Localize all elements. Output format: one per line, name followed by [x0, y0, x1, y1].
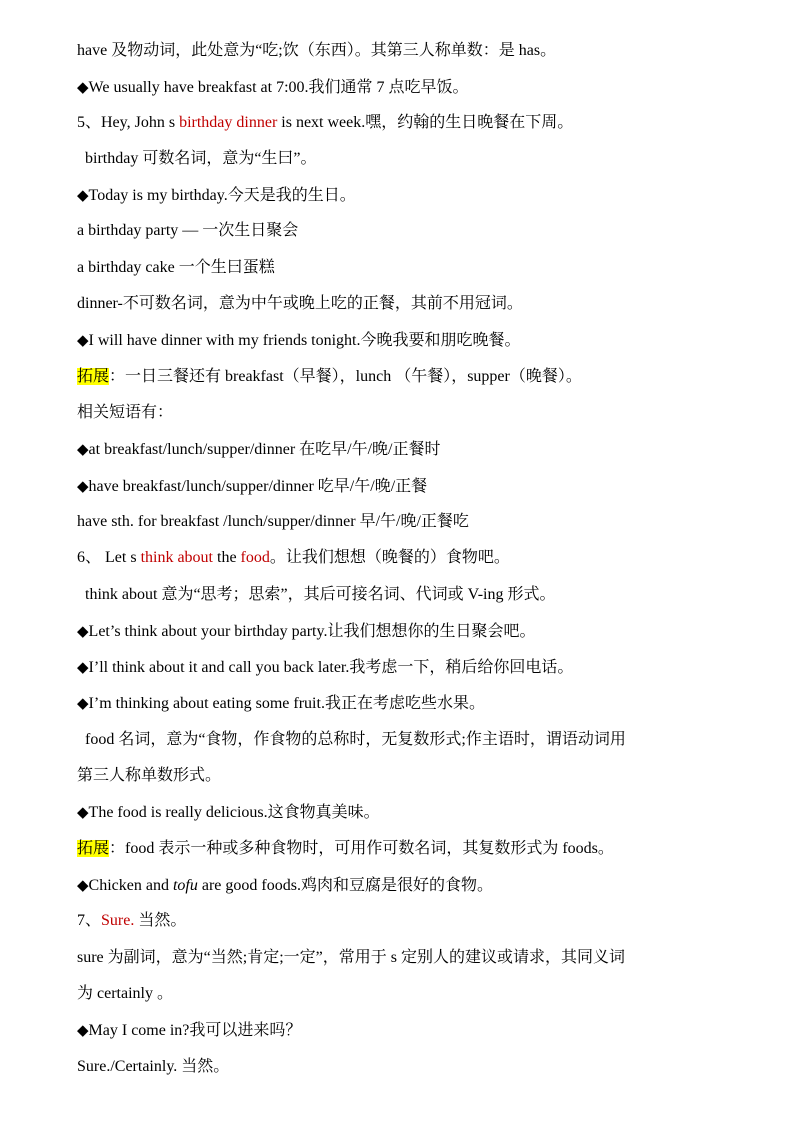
item-heading: 5、Hey, John s birthday dinner is next week.嘿，约翰的生日晚餐在下周。 [77, 114, 574, 131]
highlight-label: 拓展 [77, 368, 110, 385]
extension-note: 拓展：一日三餐还有 breakfast（早餐），lunch （午餐），supper（晚餐）。 [77, 368, 582, 385]
text-line: a birthday cake 一个生曰蛋糕 [77, 259, 275, 276]
keyword: food [240, 549, 270, 566]
text-line: have sth. for breakfast /lunch/supper/dinner 早/午/晚/正餐吃 [77, 513, 469, 530]
example-sentence: ◆I’ll think about it and call you back later.我考虑一下，稍后给你回电话。 [77, 658, 574, 676]
text-line: think about 意为“思考；思索”，其后可接名词、代词或 V-ing 形式。 [85, 586, 556, 603]
keyword: birthday dinner [179, 114, 278, 131]
text-line: Sure./Certainly. 当然。 [77, 1058, 230, 1075]
highlight-label: 拓展 [77, 840, 110, 857]
text-line: 相关短语有： [77, 404, 174, 421]
item-heading: 7、Sure. 当然。 [77, 912, 187, 929]
text-line: dinner-不可数名词，意为中午或晚上吃的正餐，其前不用冠词。 [77, 295, 523, 312]
example-sentence: ◆Today is my birthday.今天是我的生日。 [77, 186, 356, 204]
text-line: sure 为副词，意为“当然;肯定;一定”，常用于 s 定别人的建议或请求，其同义词 [77, 949, 625, 966]
example-sentence: ◆We usually have breakfast at 7:00.我们通常 7 点吃早饭。 [77, 78, 469, 96]
diamond-bullet-icon: ◆ [77, 694, 89, 712]
keyword: think about [140, 549, 213, 566]
example-sentence: ◆May I come in?我可以进来吗？ [77, 1021, 302, 1039]
example-sentence: ◆at breakfast/lunch/supper/dinner 在吃早/午/晚/正餐时 [77, 440, 441, 458]
item-heading: 6、 Let s think about the food。让我们想想（晚餐的）食物吧。 [77, 549, 510, 566]
diamond-bullet-icon: ◆ [77, 78, 89, 96]
text-line: a birthday party — 一次生日聚会 [77, 222, 299, 239]
example-sentence: ◆Chicken and tofu are good foods.鸡肉和豆腐是很好的食物。 [77, 876, 493, 894]
diamond-bullet-icon: ◆ [77, 622, 89, 640]
example-sentence: ◆have breakfast/lunch/supper/dinner 吃早/午/晚/正餐 [77, 477, 428, 495]
diamond-bullet-icon: ◆ [77, 186, 89, 204]
example-sentence: ◆I’m thinking about eating some fruit.我正在考虑吃些水果。 [77, 694, 485, 712]
example-sentence: ◆The food is really delicious.这食物真美味。 [77, 803, 380, 821]
keyword: Sure. [101, 912, 135, 929]
diamond-bullet-icon: ◆ [77, 331, 89, 349]
diamond-bullet-icon: ◆ [77, 658, 89, 676]
text-line: have 及物动词，此处意为“吃;饮（东西）。其第三人称单数：是 has。 [77, 42, 557, 59]
extension-note: 拓展：food 表示一种或多种食物时，可用作可数名词，其复数形式为 foods。 [77, 840, 614, 857]
text-line: 为 certainly 。 [77, 985, 173, 1002]
diamond-bullet-icon: ◆ [77, 1021, 89, 1039]
diamond-bullet-icon: ◆ [77, 477, 89, 495]
diamond-bullet-icon: ◆ [77, 876, 89, 894]
italic-word: tofu [172, 877, 198, 894]
example-sentence: ◆I will have dinner with my friends tonight.今晚我要和朋吃晚餐。 [77, 331, 521, 349]
text-line: birthday 可数名词，意为“生曰”。 [85, 150, 317, 167]
text-line: 第三人称单数形式。 [77, 767, 222, 784]
text-line: food 名词，意为“食物，作食物的总称时，无复数形式;作主语时，谓语动词用 [85, 731, 626, 748]
diamond-bullet-icon: ◆ [77, 440, 89, 458]
diamond-bullet-icon: ◆ [77, 803, 89, 821]
example-sentence: ◆Let’s think about your birthday party.让我们想想你的生日聚会吧。 [77, 622, 536, 640]
